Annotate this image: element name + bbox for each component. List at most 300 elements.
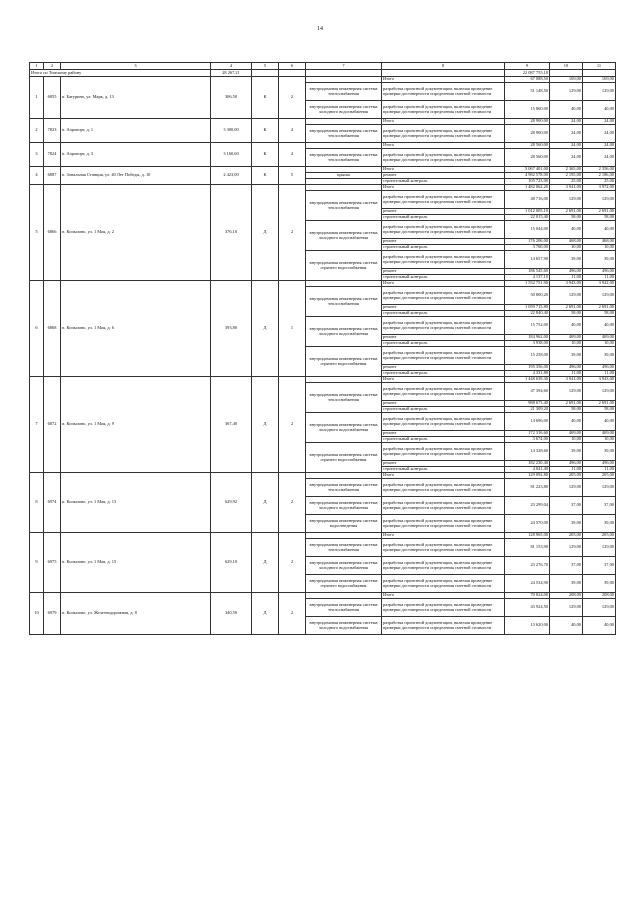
unit-cost: 24,00 <box>550 143 583 149</box>
system-name: внутридомовая инженерная система теплоснабжения <box>306 599 382 617</box>
max-unit-cost: 24,00 <box>583 119 616 125</box>
work-type: Итого <box>382 143 505 149</box>
work-type: разработка проектной документации, включая проведение проверки достоверности определения сметной стоимости <box>382 443 505 461</box>
building-id: 6974 <box>44 473 61 533</box>
building-type: К <box>252 77 279 119</box>
building-area: 629,92 <box>211 473 252 533</box>
max-unit-cost: 496,00 <box>583 461 616 467</box>
max-unit-cost: 37,00 <box>583 497 616 515</box>
cost-value: 4 137,10 <box>505 275 550 281</box>
max-unit-cost: 205,00 <box>583 533 616 539</box>
cost-value: 3 674,00 <box>505 437 550 443</box>
unit-cost: 205,00 <box>550 473 583 479</box>
max-unit-cost: 2 356,00 <box>583 167 616 173</box>
unit-cost: 3 941,00 <box>550 185 583 191</box>
work-type: разработка проектной документации, включая проведение проверки достоверности определения сметной стоимости <box>382 317 505 335</box>
cost-value: 81 153,90 <box>505 539 550 557</box>
unit-cost: 129,00 <box>550 83 583 101</box>
building-address: п. Аэропорт, д. 1 <box>61 119 211 143</box>
work-type: Итого <box>382 377 505 383</box>
building-floors: 2 <box>279 77 306 119</box>
building-address: п. Копылово, ул. 1 Мая, д. 15 <box>61 533 211 593</box>
unit-cost: 468,00 <box>550 239 583 245</box>
max-unit-cost: 11,00 <box>583 467 616 473</box>
max-unit-cost: 2 186,00 <box>583 173 616 179</box>
max-unit-cost: 40,00 <box>583 101 616 119</box>
work-type: ремонт <box>382 431 505 437</box>
work-type: строительный контроль <box>382 275 505 281</box>
max-unit-cost: 205,00 <box>583 473 616 479</box>
column-number: 9 <box>505 63 550 70</box>
work-type: Итого <box>382 185 505 191</box>
column-number: 3 <box>61 63 211 70</box>
system-name: внутридомовая инженерная система горячего водоснабжения <box>306 251 382 281</box>
work-type: разработка проектной документации, включая проведение проверки достоверности определения сметной стоимости <box>382 251 505 269</box>
building-type: Д <box>252 281 279 377</box>
building-area: 629,10 <box>211 533 252 593</box>
work-type: Итого <box>382 281 505 287</box>
unit-cost: 11,00 <box>550 371 583 377</box>
cost-value: 22 015,40 <box>505 215 550 221</box>
capital-repair-table <box>29 62 616 635</box>
max-unit-cost: 3 942,00 <box>583 281 616 287</box>
system-name: внутридомовая инженерная система горячего водоснабжения <box>306 443 382 473</box>
building-address: п. Копылово, ул. 1 Мая, д. 13 <box>61 473 211 533</box>
unit-cost: 11,00 <box>550 275 583 281</box>
max-unit-cost: 10,00 <box>583 341 616 347</box>
unit-cost: 2 691,00 <box>550 305 583 311</box>
column-number: 4 <box>211 63 252 70</box>
building-type: Д <box>252 593 279 635</box>
unit-cost: 10,00 <box>550 245 583 251</box>
unit-cost: 40,00 <box>550 317 583 335</box>
cost-value: 988 673,40 <box>505 401 550 407</box>
max-unit-cost: 169,00 <box>583 77 616 83</box>
building-area: 3 300,00 <box>211 119 252 143</box>
work-type: разработка проектной документации, включая проведение проверки достоверности определения сметной стоимости <box>382 413 505 431</box>
system-name: крыша <box>306 173 382 179</box>
system-name: внутридомовая инженерная система холодного водоснабжения <box>306 617 382 635</box>
building-type: Д <box>252 473 279 533</box>
max-unit-cost: 24,00 <box>583 143 616 149</box>
unit-cost: 40,00 <box>550 413 583 431</box>
work-type: Итого <box>382 77 505 83</box>
cost-value: 195 356,00 <box>505 365 550 371</box>
unit-cost: 469,00 <box>550 335 583 341</box>
work-type: ремонт <box>382 365 505 371</box>
building-floors: 2 <box>279 377 306 473</box>
cost-value: 3 760,00 <box>505 245 550 251</box>
cost-value: 67 088,50 <box>505 77 550 83</box>
building-address: п. Зональная Станция, ул. 40 Лет Победы, д. 10 <box>61 167 211 185</box>
max-unit-cost: 24,00 <box>583 125 616 143</box>
max-unit-cost: 58,00 <box>583 311 616 317</box>
unit-cost: 25,00 <box>550 179 583 185</box>
max-unit-cost: 129,00 <box>583 383 616 401</box>
district-total-cost: 22 087 755,18 <box>505 70 550 77</box>
building-id: 7823 <box>44 119 61 143</box>
building-id: 6979 <box>44 593 61 635</box>
system-name: внутридомовая инженерная система теплоснабжения <box>306 83 382 101</box>
building-address: п. Копылово, ул. 1 Мая, д. 6 <box>61 281 211 377</box>
max-unit-cost: 129,00 <box>583 599 616 617</box>
unit-cost: 58,00 <box>550 407 583 413</box>
unit-cost: 37,00 <box>550 557 583 575</box>
work-type: строительный контроль <box>382 311 505 317</box>
building-type: Д <box>252 377 279 473</box>
max-unit-cost: 39,00 <box>583 575 616 593</box>
max-unit-cost: 469,00 <box>583 431 616 437</box>
building-floors: 2 <box>279 185 306 281</box>
cost-value: 28 900,00 <box>505 125 550 143</box>
unit-cost: 2 365,00 <box>550 167 583 173</box>
building-number: 4 <box>30 167 44 185</box>
building-id: 6872 <box>44 377 61 473</box>
unit-cost: 496,00 <box>550 269 583 275</box>
work-type: строительный контроль <box>382 371 505 377</box>
work-type: разработка проектной документации, включая проведение проверки достоверности определения сметной стоимости <box>382 347 505 365</box>
unit-cost: 169,00 <box>550 77 583 83</box>
work-type: разработка проектной документации, включая проведение проверки достоверности определения сметной стоимости <box>382 575 505 593</box>
work-type: Итого <box>382 593 505 599</box>
work-type: строительный контроль <box>382 437 505 443</box>
unit-cost: 129,00 <box>550 287 583 305</box>
max-unit-cost: 37,00 <box>583 557 616 575</box>
work-type: разработка проектной документации, включая проведение проверки достоверности определения сметной стоимости <box>382 149 505 167</box>
cost-value: 15 044,00 <box>505 221 550 239</box>
cost-value: 24 570,00 <box>505 515 550 533</box>
system-name: внутридомовая инженерная система теплоснабжения <box>306 125 382 143</box>
building-floors: 4 <box>279 143 306 167</box>
building-floors: 5 <box>279 167 306 185</box>
work-type: разработка проектной документации, включая проведение проверки достоверности определения сметной стоимости <box>382 599 505 617</box>
cost-value: 81 223,80 <box>505 479 550 497</box>
unit-cost: 40,00 <box>550 221 583 239</box>
max-unit-cost: 129,00 <box>583 539 616 557</box>
unit-cost: 496,00 <box>550 461 583 467</box>
system-name: внутридомовая инженерная система теплоснабжения <box>306 287 382 317</box>
max-unit-cost: 2 691,00 <box>583 209 616 215</box>
max-unit-cost: 40,00 <box>583 413 616 431</box>
building-type: Д <box>252 533 279 593</box>
work-type: ремонт <box>382 239 505 245</box>
building-area: 367,40 <box>211 377 252 473</box>
max-unit-cost: 468,00 <box>583 239 616 245</box>
cost-value: 50 800,20 <box>505 287 550 305</box>
cost-value: 43 924,50 <box>505 599 550 617</box>
cost-value: 70 824,00 <box>505 593 550 599</box>
cost-value: 28 560,00 <box>505 143 550 149</box>
unit-cost: 2 195,00 <box>550 173 583 179</box>
building-id: 7824 <box>44 143 61 167</box>
max-unit-cost: 496,00 <box>583 365 616 371</box>
cost-value: 129 092,80 <box>505 473 550 479</box>
cost-value: 128 965,00 <box>505 533 550 539</box>
cost-value: 23 276,70 <box>505 557 550 575</box>
work-type: Итого <box>382 167 505 173</box>
work-type: разработка проектной документации, включая проведение проверки достоверности определения сметной стоимости <box>382 539 505 557</box>
page-number: 14 <box>317 26 323 32</box>
building-address: п. Копылово, ул. 1 Мая, д. 2 <box>61 185 211 281</box>
building-floors: 1 <box>279 281 306 377</box>
cost-value: 15 752,00 <box>505 317 550 335</box>
unit-cost: 40,00 <box>550 617 583 635</box>
work-type: разработка проектной документации, включая проведение проверки достоверности определения сметной стоимости <box>382 191 505 209</box>
work-type: ремонт <box>382 335 505 341</box>
building-type: К <box>252 119 279 143</box>
building-number: 3 <box>30 143 44 167</box>
cost-value: 21 309,20 <box>505 407 550 413</box>
unit-cost: 129,00 <box>550 191 583 209</box>
system-name: внутридомовая инженерная система водоотведения <box>306 515 382 533</box>
system-name: внутридомовая инженерная система теплоснабжения <box>306 539 382 557</box>
work-type: разработка проектной документации, включая проведение проверки достоверности определения сметной стоимости <box>382 101 505 119</box>
unit-cost: 205,00 <box>550 533 583 539</box>
building-floors: 2 <box>279 593 306 635</box>
building-area: 376,10 <box>211 185 252 281</box>
building-number: 1 <box>30 77 44 119</box>
system-name: внутридомовая инженерная система холодного водоснабжения <box>306 101 382 119</box>
unit-cost: 3 943,00 <box>550 281 583 287</box>
cost-value: 1 012 005,10 <box>505 209 550 215</box>
max-unit-cost: 208,00 <box>583 593 616 599</box>
cost-value: 4 041,40 <box>505 467 550 473</box>
max-unit-cost: 2 691,00 <box>583 401 616 407</box>
max-unit-cost: 129,00 <box>583 479 616 497</box>
cost-value: 14 657,90 <box>505 251 550 269</box>
max-unit-cost: 40,00 <box>583 221 616 239</box>
building-area: 340,50 <box>211 593 252 635</box>
work-type: ремонт <box>382 269 505 275</box>
max-unit-cost: 58,00 <box>583 215 616 221</box>
unit-cost: 10,00 <box>550 341 583 347</box>
system-name: внутридомовая инженерная система холодного водоснабжения <box>306 497 382 515</box>
system-name: внутридомовая инженерная система холодного водоснабжения <box>306 557 382 575</box>
cost-value: 51 148,50 <box>505 83 550 101</box>
unit-cost: 129,00 <box>550 383 583 401</box>
work-type: разработка проектной документации, включая проведение проверки достоверности определения сметной стоимости <box>382 479 505 497</box>
work-type: разработка проектной документации, включая проведение проверки достоверности определения сметной стоимости <box>382 515 505 533</box>
cost-value: 105 723,00 <box>505 179 550 185</box>
unit-cost: 2 691,00 <box>550 401 583 407</box>
building-id: 6887 <box>44 167 61 185</box>
cost-value: 15 258,00 <box>505 347 550 365</box>
cost-value: 176 206,00 <box>505 239 550 245</box>
unit-cost: 40,00 <box>550 101 583 119</box>
unit-cost: 39,00 <box>550 575 583 593</box>
district-total-label: Итого по Томскому району <box>30 70 211 77</box>
work-type: строительный контроль <box>382 179 505 185</box>
work-type: строительный контроль <box>382 407 505 413</box>
system-name: внутридомовая инженерная система холодного водоснабжения <box>306 413 382 443</box>
cost-value: 186 545,60 <box>505 269 550 275</box>
system-name: внутридомовая инженерная система теплоснабжения <box>306 479 382 497</box>
building-number: 6 <box>30 281 44 377</box>
cost-value: 184 962,00 <box>505 335 550 341</box>
building-number: 5 <box>30 185 44 281</box>
max-unit-cost: 129,00 <box>583 191 616 209</box>
max-unit-cost: 129,00 <box>583 83 616 101</box>
max-unit-cost: 58,00 <box>583 407 616 413</box>
column-number: 7 <box>306 63 382 70</box>
max-unit-cost: 25,00 <box>583 179 616 185</box>
max-unit-cost: 39,00 <box>583 443 616 461</box>
building-area: 3 160,60 <box>211 143 252 167</box>
work-type: ремонт <box>382 401 505 407</box>
unit-cost: 39,00 <box>550 443 583 461</box>
work-type: строительный контроль <box>382 341 505 347</box>
unit-cost: 58,00 <box>550 311 583 317</box>
system-name: внутридомовая инженерная система горячего водоснабжения <box>306 347 382 377</box>
building-id: 6975 <box>44 533 61 593</box>
unit-cost: 11,00 <box>550 467 583 473</box>
building-area: 393,80 <box>211 281 252 377</box>
max-unit-cost: 10,00 <box>583 437 616 443</box>
column-number: 6 <box>279 63 306 70</box>
max-unit-cost: 39,00 <box>583 515 616 533</box>
work-type: разработка проектной документации, включая проведение проверки достоверности определения сметной стоимости <box>382 497 505 515</box>
building-number: 9 <box>30 533 44 593</box>
max-unit-cost: 11,00 <box>583 371 616 377</box>
unit-cost: 469,00 <box>550 431 583 437</box>
max-unit-cost: 40,00 <box>583 317 616 335</box>
cost-value: 182 230,40 <box>505 461 550 467</box>
max-unit-cost: 39,00 <box>583 347 616 365</box>
work-type: ремонт <box>382 173 505 179</box>
work-type: разработка проектной документации, включая проведение проверки достоверности определения сметной стоимости <box>382 617 505 635</box>
work-type: ремонт <box>382 461 505 467</box>
cost-value: 1 552 751,90 <box>505 281 550 287</box>
max-unit-cost: 3 972,00 <box>583 185 616 191</box>
work-type: Итого <box>382 473 505 479</box>
cost-value: 48 716,00 <box>505 191 550 209</box>
max-unit-cost: 10,00 <box>583 245 616 251</box>
column-number: 2 <box>44 63 61 70</box>
unit-cost: 24,00 <box>550 125 583 143</box>
column-number: 10 <box>550 63 583 70</box>
building-address: п. Батурино, ул. Марк, д. 13 <box>61 77 211 119</box>
cost-value: 4 982 578,00 <box>505 173 550 179</box>
building-number: 2 <box>30 119 44 143</box>
system-name: внутридомовая инженерная система теплоснабжения <box>306 191 382 221</box>
cost-value: 1 059 715,80 <box>505 305 550 311</box>
column-number: 5 <box>252 63 279 70</box>
max-unit-cost: 129,00 <box>583 287 616 305</box>
building-id: 6868 <box>44 281 61 377</box>
unit-cost: 208,00 <box>550 593 583 599</box>
building-floors: 4 <box>279 119 306 143</box>
building-type: Д <box>252 185 279 281</box>
max-unit-cost: 11,00 <box>583 275 616 281</box>
unit-cost: 39,00 <box>550 347 583 365</box>
work-type: ремонт <box>382 305 505 311</box>
unit-cost: 10,00 <box>550 437 583 443</box>
building-number: 10 <box>30 593 44 635</box>
cost-value: 15 860,00 <box>505 101 550 119</box>
system-name: внутридомовая инженерная система холодного водоснабжения <box>306 317 382 347</box>
unit-cost: 39,00 <box>550 251 583 269</box>
building-address: п. Копылово, ул. 1 Мая, д. 9 <box>61 377 211 473</box>
unit-cost: 129,00 <box>550 539 583 557</box>
cost-value: 5 067 401,00 <box>505 167 550 173</box>
system-name: внутридомовая инженерная система горячего водоснабжения <box>306 575 382 593</box>
building-type: К <box>252 143 279 167</box>
work-type: разработка проектной документации, включая проведение проверки достоверности определения сметной стоимости <box>382 287 505 305</box>
unit-cost: 129,00 <box>550 599 583 617</box>
building-area: 306,50 <box>211 77 252 119</box>
work-type: разработка проектной документации, включая проведение проверки достоверности определения сметной стоимости <box>382 83 505 101</box>
cost-value: 28 560,00 <box>505 149 550 167</box>
max-unit-cost: 24,00 <box>583 149 616 167</box>
cost-value: 1 448 639,30 <box>505 377 550 383</box>
max-unit-cost: 496,00 <box>583 269 616 275</box>
unit-cost: 24,00 <box>550 119 583 125</box>
work-type: Итого <box>382 119 505 125</box>
cost-value: 24 534,90 <box>505 575 550 593</box>
unit-cost: 2 691,00 <box>550 209 583 215</box>
system-name: внутридомовая инженерная система холодного водоснабжения <box>306 221 382 251</box>
building-number: 8 <box>30 473 44 533</box>
work-type: ремонт <box>382 209 505 215</box>
work-type: разработка проектной документации, включая проведение проверки достоверности определения сметной стоимости <box>382 125 505 143</box>
cost-value: 47 394,60 <box>505 383 550 401</box>
max-unit-cost: 3 943,00 <box>583 377 616 383</box>
unit-cost: 496,00 <box>550 365 583 371</box>
cost-value: 28 900,00 <box>505 119 550 125</box>
max-unit-cost: 40,00 <box>583 617 616 635</box>
max-unit-cost: 2 691,00 <box>583 305 616 311</box>
unit-cost: 3 941,00 <box>550 377 583 383</box>
work-type: разработка проектной документации, включая проведение проверки достоверности определения сметной стоимости <box>382 557 505 575</box>
work-type: строительный контроль <box>382 467 505 473</box>
unit-cost: 24,00 <box>550 149 583 167</box>
column-number: 1 <box>30 63 44 70</box>
unit-cost: 39,00 <box>550 515 583 533</box>
building-id: 6855 <box>44 77 61 119</box>
unit-cost: 58,00 <box>550 215 583 221</box>
cost-value: 172 316,60 <box>505 431 550 437</box>
max-unit-cost: 39,00 <box>583 251 616 269</box>
cost-value: 4 331,80 <box>505 371 550 377</box>
system-name: внутридомовая инженерная система теплоснабжения <box>306 149 382 167</box>
cost-value: 22 840,40 <box>505 311 550 317</box>
district-total-area: 28 267,21 <box>211 70 252 77</box>
cost-value: 1 482 062,20 <box>505 185 550 191</box>
building-number: 7 <box>30 377 44 473</box>
building-area: 2 423,00 <box>211 167 252 185</box>
cost-value: 14 328,60 <box>505 443 550 461</box>
cost-value: 3 938,00 <box>505 341 550 347</box>
building-type: К <box>252 167 279 185</box>
unit-cost: 37,00 <box>550 497 583 515</box>
cost-value: 13 620,00 <box>505 617 550 635</box>
work-type: Итого <box>382 533 505 539</box>
work-type: разработка проектной документации, включая проведение проверки достоверности определения сметной стоимости <box>382 383 505 401</box>
district-total-row <box>30 70 616 77</box>
column-number-row <box>30 63 616 70</box>
building-address: п. Аэропорт, д. 3 <box>61 143 211 167</box>
building-id: 6866 <box>44 185 61 281</box>
system-name: внутридомовая инженерная система теплоснабжения <box>306 383 382 413</box>
cost-value: 23 299,04 <box>505 497 550 515</box>
column-number: 8 <box>382 63 505 70</box>
cost-value: 14 696,00 <box>505 413 550 431</box>
column-number: 11 <box>583 63 616 70</box>
building-address: п. Копылово, ул. Железнодорожная, д. 8 <box>61 593 211 635</box>
max-unit-cost: 469,00 <box>583 335 616 341</box>
building-floors: 2 <box>279 473 306 533</box>
work-type: разработка проектной документации, включая проведение проверки достоверности определения сметной стоимости <box>382 221 505 239</box>
